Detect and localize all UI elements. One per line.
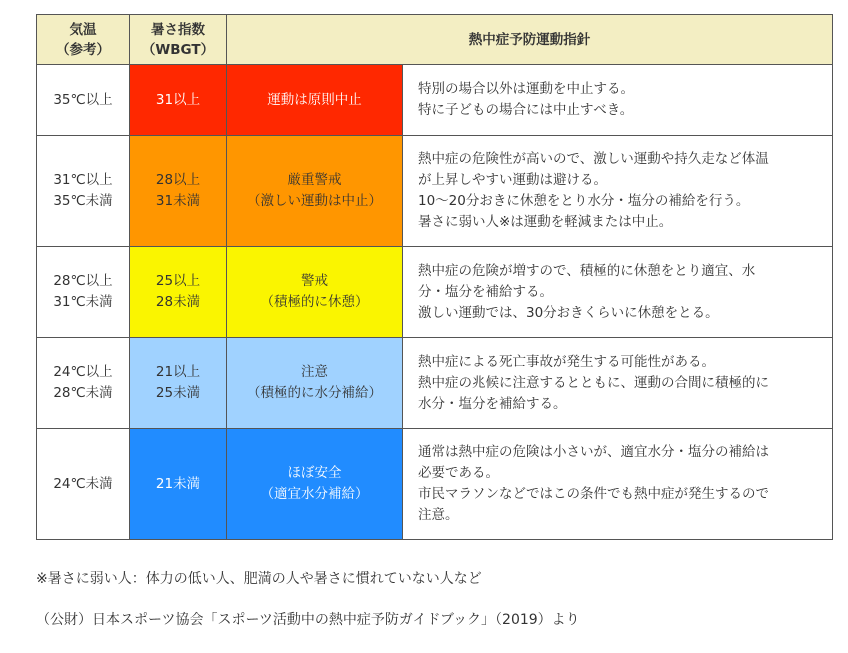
- cell-line: （積極的に水分補給）: [247, 385, 382, 401]
- guideline-cell: [403, 247, 833, 338]
- table-row: [37, 247, 833, 338]
- cell-line: 通常は熱中症の危険は小さいが、適宜水分・塩分の補給は: [418, 444, 769, 460]
- level-cell: [227, 65, 403, 136]
- wbgt-cell: [130, 338, 227, 429]
- cell-line: 21未満: [155, 475, 201, 492]
- cell-line: 暑さに弱い人※は運動を軽減または中止。: [418, 214, 673, 230]
- cell-line: 28℃以上: [53, 273, 113, 289]
- header-wbgt-line: 暑さ指数: [151, 21, 205, 38]
- cell-line: 必要である。: [418, 465, 499, 481]
- table-row: [37, 65, 833, 136]
- header-wbgt: [130, 15, 227, 65]
- cell-line: ほぼ安全: [287, 465, 342, 481]
- cell-line: 運動は原則中止: [267, 91, 362, 108]
- header-temperature-line: 気温: [69, 21, 97, 38]
- temperature-cell: [37, 136, 130, 247]
- cell-line: 28℃未満: [53, 385, 113, 401]
- cell-line: 31以上: [155, 91, 201, 108]
- cell-line: が上昇しやすい運動は避ける。: [418, 172, 607, 188]
- cell-line: 警戒: [301, 273, 328, 289]
- temperature-cell: [37, 338, 130, 429]
- cell-line: （激しい運動は中止）: [247, 193, 382, 209]
- cell-line: 注意。: [418, 507, 459, 523]
- table-header-row: [37, 15, 833, 65]
- wbgt-cell: [130, 136, 227, 247]
- temperature-cell: [37, 247, 130, 338]
- level-cell: [227, 136, 403, 247]
- header-temperature: [37, 15, 130, 65]
- wbgt-cell: [130, 429, 227, 540]
- cell-line: 28以上: [155, 172, 201, 188]
- cell-line: （適宜水分補給）: [260, 486, 369, 502]
- cell-line: 水分・塩分を補給する。: [418, 395, 567, 412]
- cell-line: 24℃未満: [53, 475, 113, 492]
- cell-line: 分・塩分を補給する。: [418, 283, 553, 300]
- guideline-cell: [403, 429, 833, 540]
- cell-line: 熱中症の兆候に注意するとともに、運動の合間に積極的に: [418, 374, 769, 391]
- guideline-cell: [403, 136, 833, 247]
- cell-line: 厳重警戒: [287, 172, 342, 188]
- heatstroke-guideline-table: [36, 14, 833, 540]
- footnote: ※暑さに弱い人：体力の低い人、肥満の人や暑さに慣れていない人など: [36, 571, 482, 587]
- cell-line: 市民マラソンなどではこの条件でも熱中症が発生するので: [418, 486, 769, 502]
- cell-line: 31未満: [155, 193, 201, 209]
- level-cell: [227, 247, 403, 338]
- cell-line: 25以上: [155, 273, 201, 289]
- cell-line: 熱中症の危険性が高いので、激しい運動や持久走など体温: [418, 151, 769, 167]
- cell-line: 21以上: [155, 364, 201, 380]
- cell-line: 特別の場合以外は運動を中止する。: [418, 81, 634, 97]
- cell-line: 10～20分おきに休憩をとり水分・塩分の補給を行う。: [418, 193, 750, 209]
- wbgt-cell: [130, 247, 227, 338]
- cell-line: 24℃以上: [53, 364, 113, 380]
- temperature-cell: [37, 429, 130, 540]
- guideline-cell: [403, 65, 833, 136]
- cell-line: 35℃以上: [53, 91, 113, 108]
- wbgt-cell: [130, 65, 227, 136]
- level-cell: [227, 338, 403, 429]
- cell-line: 激しい運動では、30分おきくらいに休憩をとる。: [418, 304, 719, 321]
- cell-line: 注意: [301, 364, 328, 380]
- guideline-cell: [403, 338, 833, 429]
- header-wbgt-line: （WBGT）: [141, 41, 215, 58]
- cell-line: （積極的に休憩）: [260, 294, 369, 310]
- cell-line: 35℃未満: [53, 193, 113, 209]
- cell-line: 熱中症による死亡事故が発生する可能性がある。: [418, 353, 715, 370]
- cell-line: 特に子どもの場合には中止すべき。: [418, 102, 634, 118]
- source-citation: （公財）日本スポーツ協会「スポーツ活動中の熱中症予防ガイドブック」（2019）より: [36, 612, 580, 628]
- header-temperature-line: （参考）: [56, 41, 110, 58]
- table-row: [37, 429, 833, 540]
- cell-line: 31℃以上: [53, 172, 113, 188]
- cell-line: 25未満: [155, 385, 201, 401]
- level-cell: [227, 429, 403, 540]
- table-row: [37, 338, 833, 429]
- cell-line: 熱中症の危険が増すので、積極的に休憩をとり適宜、水: [418, 262, 756, 279]
- header-guideline: 熱中症予防運動指針: [227, 15, 833, 65]
- cell-line: 31℃未満: [53, 294, 113, 310]
- cell-line: 28未満: [155, 294, 201, 310]
- temperature-cell: [37, 65, 130, 136]
- table-row: [37, 136, 833, 247]
